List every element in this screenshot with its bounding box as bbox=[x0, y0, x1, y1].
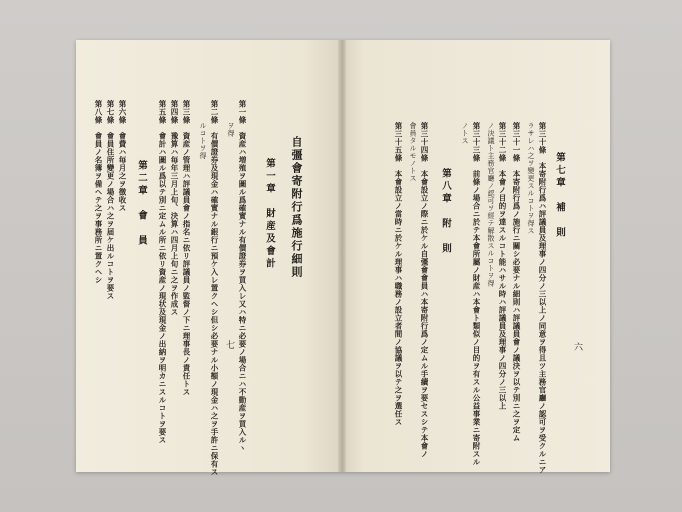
article-1-cont: ヲ得 bbox=[227, 122, 235, 137]
article-31: 第三十一條 本寄附行爲ノ施行ニ關シ必要ナル細則ハ評議員會ノ議決ヲ以テ別ニ之ヲ定ム bbox=[512, 122, 521, 442]
article-35: 第三十五條 本會設立ノ當時ニ於ケル理事ハ職務ノ設立者間ノ協議ヲ以テ之ヲ選任ス bbox=[394, 122, 403, 426]
article-32: 第三十二條 本會ノ目的ヲ達スルコト能ハサル時ハ評議員及理事ノ四分ノ三以上 bbox=[498, 122, 507, 410]
left-page bbox=[76, 40, 342, 476]
chapter-7-heading: 第七章 補 則 bbox=[554, 152, 565, 240]
article-30-cont: ラサレハ之ヲ變更スルコトヲ得ス bbox=[527, 122, 535, 235]
article-7: 第七條 會員住所變更ノ場合ハ之ヲ届ケ出ルコトヲ要ス bbox=[106, 100, 115, 300]
binding-gutter bbox=[338, 40, 346, 472]
article-6: 第六條 會費ハ毎月之ヲ徴收ス bbox=[118, 100, 127, 212]
article-1: 第一條 資産ハ増殖ヲ圖ル爲確實ナル有價證券ヲ買入レ又ハ特ニ必要ノ場合ニハ不動産ヲ買入ルヽ bbox=[238, 100, 247, 452]
article-8: 第八條 會員ノ名簿ヲ備ヘテ之ヲ事務所ニ置クヘシ bbox=[94, 100, 103, 284]
document-title: 自彊會寄附行爲施行細則 bbox=[290, 136, 303, 279]
article-32-cont: ノ決議ト主務官廳ノ認可ヲ經テ解散スルコトヲ得 bbox=[487, 122, 495, 287]
chapter-8-heading: 第八章 附 則 bbox=[440, 168, 451, 256]
chapter-1-heading: 第一章 財産及會計 bbox=[264, 158, 275, 271]
article-2-cont: ルコトヲ得 bbox=[199, 122, 207, 160]
open-booklet bbox=[76, 40, 610, 476]
chapter-2-heading: 第二章 會 員 bbox=[136, 160, 147, 248]
article-34: 第三十四條 本會設立ノ際ニ於ケル自彊會會員ハ本寄附行爲ノ定ムル手續ヲ要セスシテ本會ノ bbox=[420, 122, 429, 458]
article-34-cont: 會員タルモノトス bbox=[409, 122, 417, 182]
article-2: 第二條 有價證券及現金ハ確實ナル銀行ニ預ケ入レ置クヘシ但シ必要ナル小額ノ現金ハ之ヲ手許ニ保有ス bbox=[210, 100, 219, 476]
article-30: 第三十條 本寄附行爲ハ評議員及理事ノ四分ノ三以上ノ同意ヲ得且ツ主務官廳ノ認可ヲ受クルニア bbox=[538, 122, 547, 474]
article-3: 第三條 資産ノ管理ハ評議員會ノ指名ニ依リ評議員ノ監督ノ下ニ理事長ノ責任トス bbox=[182, 100, 191, 396]
article-33-cont: ノトス bbox=[461, 122, 469, 145]
article-5: 第五條 會計ハ圖ル爲以テ別ニ定ムル所ニ依リ資産ノ現状及現金ノ出納ヲ明カニスルコトヲ要ス bbox=[158, 100, 167, 444]
right-page bbox=[342, 40, 610, 472]
right-page-number: 六 bbox=[574, 343, 584, 353]
article-33: 第三十三條 前條ノ場合ニ於テ本會所屬ノ財産ハ本會ト類似ノ目的ヲ有スル公益事業ニ寄附スル bbox=[472, 122, 481, 466]
left-page-number: 七 bbox=[226, 341, 236, 351]
article-4: 第四條 豫算ハ毎年三月上旬、決算ハ四月上旬ニ之ヲ作成ス bbox=[170, 100, 179, 316]
